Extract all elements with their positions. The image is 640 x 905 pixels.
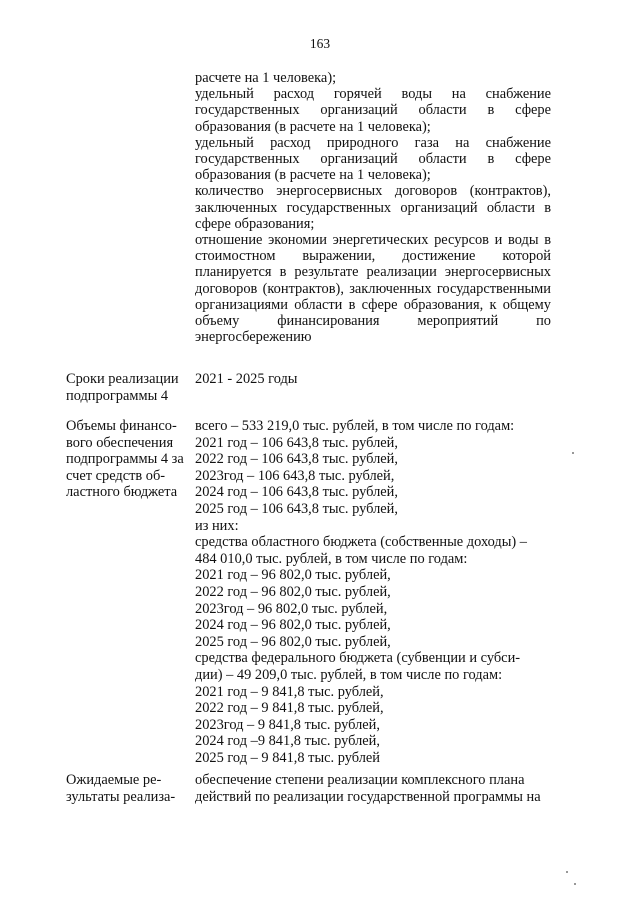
finance-line: 2023год – 9 841,8 тыс. рублей, bbox=[195, 716, 380, 733]
finance-line: 2022 год – 106 643,8 тыс. рублей, bbox=[195, 451, 398, 468]
scan-speck bbox=[566, 871, 568, 873]
finance-line: 2025 год – 9 841,8 тыс. рублей bbox=[195, 749, 380, 766]
finance-line: 2024 год – 96 802,0 тыс. рублей, bbox=[195, 617, 391, 634]
finance-value bbox=[195, 418, 555, 766]
indicator-paragraph: отношение экономии энергетических ресурсов и воды в стоимостном выражении, достижение которой планируется в результате реализации энергосервисных договоров (контрактов), заключенных государственными организациями области в сфере образования, к общему объему финансирования мероприятий по энергосбережению bbox=[195, 232, 551, 346]
indicator-paragraph: расчете на 1 человека); bbox=[195, 70, 337, 86]
finance-line: из них: bbox=[195, 517, 239, 534]
results-value bbox=[195, 772, 555, 805]
finance-line: 2024 год –9 841,8 тыс. рублей, bbox=[195, 733, 380, 750]
finance-line: средства областного бюджета (собственные доходы) – bbox=[195, 534, 527, 551]
indicators-list bbox=[195, 70, 551, 345]
finance-line: 2021 год – 96 802,0 тыс. рублей, bbox=[195, 567, 391, 584]
finance-line: 2025 год – 106 643,8 тыс. рублей, bbox=[195, 500, 398, 517]
finance-line: 484 010,0 тыс. рублей, в том числе по годам: bbox=[195, 550, 468, 567]
finance-line: 2022 год – 9 841,8 тыс. рублей, bbox=[195, 700, 384, 717]
finance-line: 2021 год – 9 841,8 тыс. рублей, bbox=[195, 683, 384, 700]
finance-line: 2024 год – 106 643,8 тыс. рублей, bbox=[195, 484, 398, 501]
finance-label: Объемы финансо- вого обеспечения подпрограммы 4 за счет средств об- ластного бюджета bbox=[66, 418, 184, 500]
finance-line: 2023год – 96 802,0 тыс. рублей, bbox=[195, 600, 388, 617]
finance-line: всего – 533 219,0 тыс. рублей, в том числе по годам: bbox=[195, 418, 515, 434]
terms-value: 2021 - 2025 годы bbox=[195, 371, 298, 387]
finance-line: дии) – 49 209,0 тыс. рублей, в том числе по годам: bbox=[195, 666, 503, 683]
terms-label: Сроки реализации подпрограммы 4 bbox=[66, 371, 179, 404]
indicator-paragraph: удельный расход горячей воды на снабжение государственных организаций области в сфере образования (в расчете на 1 человека); bbox=[195, 86, 551, 135]
scan-speck bbox=[572, 452, 574, 454]
results-line: действий по реализации государственной программы на bbox=[195, 788, 541, 805]
finance-line: средства федерального бюджета (субвенции и субси- bbox=[195, 650, 521, 667]
indicator-paragraph: удельный расход природного газа на снабжение государственных организаций области в сфере образования (в расчете на 1 человека); bbox=[195, 134, 551, 184]
results-line: обеспечение степени реализации комплексного плана bbox=[195, 772, 525, 788]
finance-line: 2023год – 106 643,8 тыс. рублей, bbox=[195, 467, 395, 484]
results-label: Ожидаемые ре- зультаты реализа- bbox=[66, 772, 176, 805]
finance-line: 2021 год – 106 643,8 тыс. рублей, bbox=[195, 434, 398, 451]
finance-line: 2022 год – 96 802,0 тыс. рублей, bbox=[195, 583, 391, 600]
finance-line: 2025 год – 96 802,0 тыс. рублей, bbox=[195, 633, 391, 650]
page-number: 163 bbox=[309, 36, 331, 51]
indicator-paragraph: количество энергосервисных договоров (контрактов), заключенных государственных организаций области в сфере образования; bbox=[195, 183, 551, 232]
scan-speck bbox=[574, 883, 576, 885]
